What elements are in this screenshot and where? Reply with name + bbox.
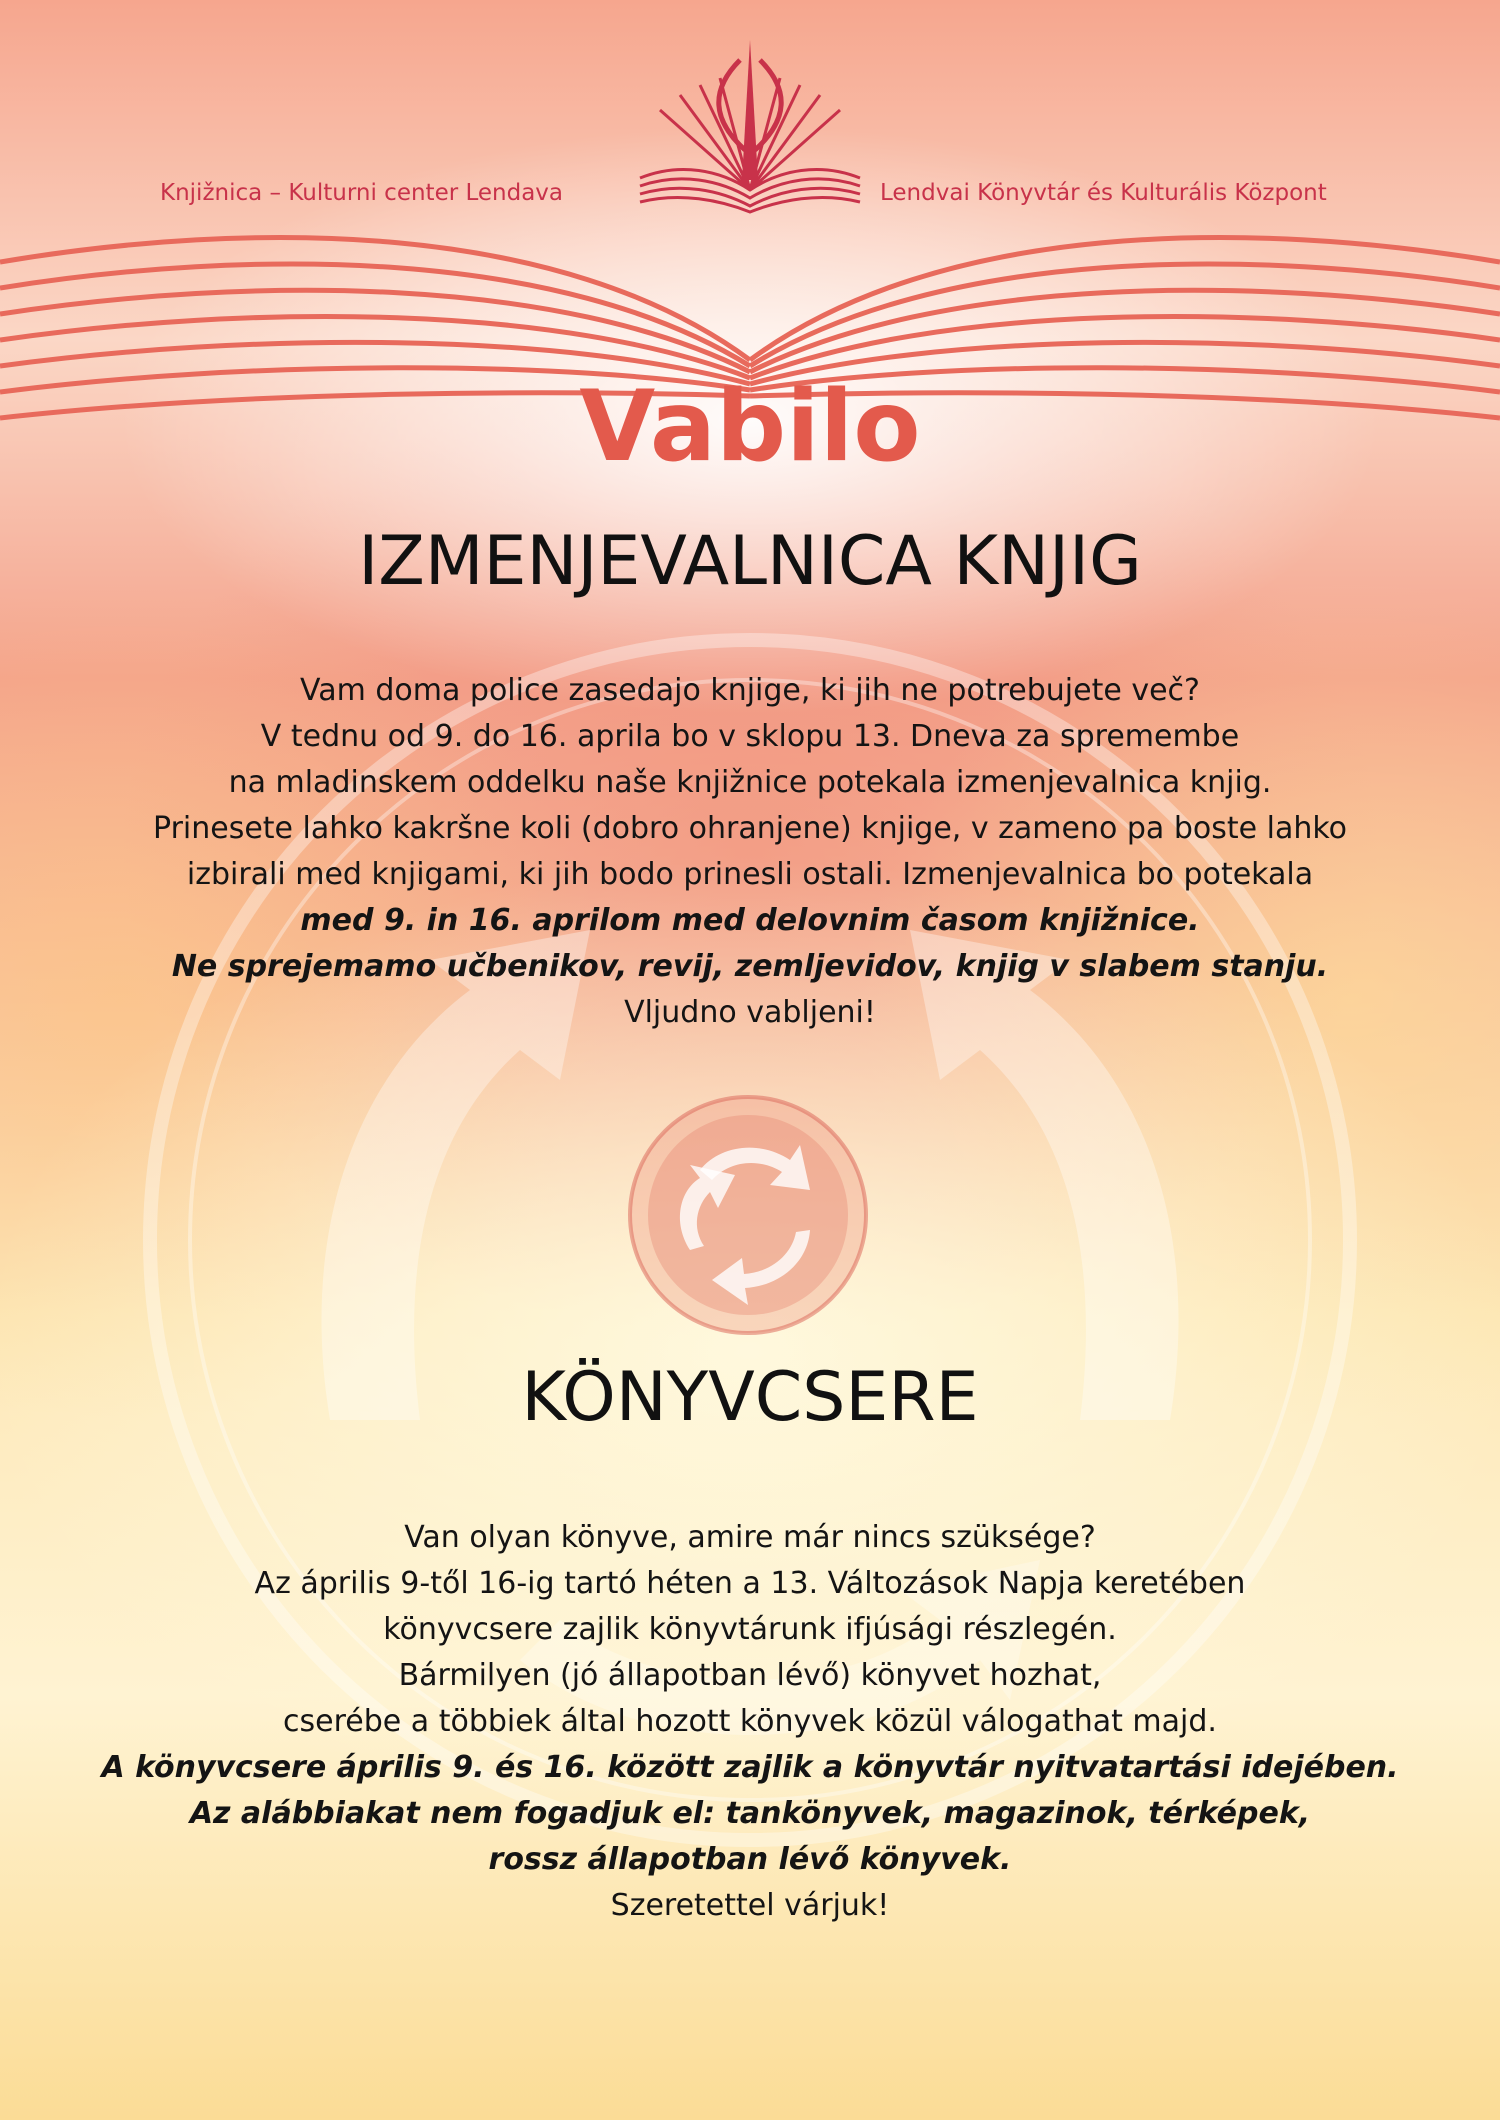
- bold-text-line: A könyvcsere április 9. és 16. között zajlik a könyvtár nyitvatartási idejében.: [101, 1750, 1399, 1785]
- org-name-hungarian: Lendvai Könyvtár és Kulturális Központ: [880, 180, 1327, 206]
- text-line: na mladinskem oddelku naše knjižnice potekala izmenjevalnica knjig.: [228, 765, 1272, 800]
- org-name-slovene: Knjižnica – Kulturni center Lendava: [160, 180, 564, 206]
- text-line: Prinesete lahko kakršne koli (dobro ohranjene) knjige, v zameno pa boste lahko: [153, 811, 1347, 846]
- text-line: Van olyan könyve, amire már nincs szüksége?: [404, 1520, 1096, 1555]
- text-line: könyvcsere zajlik könyvtárunk ifjúsági részlegén.: [383, 1612, 1117, 1647]
- text-line: V tednu od 9. do 16. aprila bo v sklopu 13. Dneva za spremembe: [260, 719, 1240, 754]
- slovene-heading: IZMENJEVALNICA KNJIG: [358, 522, 1142, 601]
- bold-text-line: rossz állapotban lévő könyvek.: [488, 1842, 1012, 1877]
- text-line: izbirali med knjigami, ki jih bodo prinesli ostali. Izmenjevalnica bo potekala: [186, 857, 1314, 892]
- hungarian-paragraph: [30, 1515, 1470, 1929]
- recycle-arrows-icon: [630, 1097, 866, 1333]
- page-title: Vabilo: [579, 370, 921, 484]
- slovene-paragraph: [30, 668, 1470, 1036]
- text-line: Vam doma police zasedajo knjige, ki jih ne potrebujete več?: [300, 673, 1200, 708]
- hungarian-heading: KÖNYVCSERE: [521, 1358, 979, 1437]
- text-line: Az április 9-től 16-ig tartó héten a 13. Változások Napja keretében: [254, 1566, 1246, 1601]
- closing-line: Vljudno vabljeni!: [624, 995, 876, 1030]
- text-line: Bármilyen (jó állapotban lévő) könyvet hozhat,: [398, 1658, 1102, 1693]
- bold-text-line: med 9. in 16. aprilom med delovnim časom knjižnice.: [300, 903, 1200, 938]
- closing-line: Szeretettel várjuk!: [610, 1888, 890, 1923]
- text-line: cserébe a többiek által hozott könyvek közül válogathat majd.: [283, 1704, 1217, 1739]
- bold-text-line: Az alábbiakat nem fogadjuk el: tankönyvek, magazinok, térképek,: [189, 1796, 1311, 1831]
- bold-text-line: Ne sprejemamo učbenikov, revij, zemljevidov, knjig v slabem stanju.: [171, 949, 1329, 984]
